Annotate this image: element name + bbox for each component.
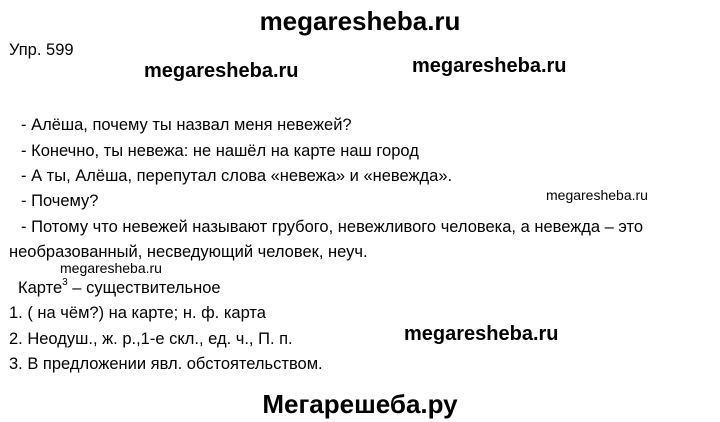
dialogue-line-2: - Конечно, ты невежа: не нашёл на карте наш город: [21, 142, 419, 160]
analysis-word: Карте: [18, 279, 63, 297]
exercise-title: Упр. 599: [9, 41, 74, 59]
dialogue-line-6: необразованный, несведующий человек, неуч.: [9, 243, 368, 261]
analysis-item-1: 1. ( на чём?) на карте; н. ф. карта: [9, 304, 266, 322]
watermark-lower-left: megaresheba.ru: [60, 260, 162, 276]
dialogue-line-1: - Алёша, почему ты назвал меня невежей?: [21, 116, 352, 134]
watermark-upper-left: megaresheba.ru: [144, 60, 299, 82]
analysis-mark: 3: [62, 277, 68, 288]
dialogue-line-3: - А ты, Алёша, перепутал слова «невежа» и «невежда».: [21, 167, 453, 185]
dialogue-line-4: - Почему?: [21, 192, 99, 210]
dialogue-line-5: - Потому что невежей называют грубого, невежливого человека, а невежда – это: [21, 218, 644, 236]
watermark-middle-right: megaresheba.ru: [546, 187, 648, 203]
watermark-top: megaresheba.ru: [259, 6, 461, 36]
watermark-footer: Мегарешеба.ру: [262, 389, 458, 419]
analysis-item-2: 2. Неодуш., ж. р.,1-е скл., ед. ч., П. п.: [9, 330, 293, 348]
analysis-part-of-speech: – существительное: [67, 279, 221, 297]
analysis-item-3: 3. В предложении явл. обстоятельством.: [9, 355, 323, 373]
watermark-upper-right: megaresheba.ru: [412, 55, 567, 77]
watermark-lower-middle: megaresheba.ru: [404, 323, 559, 345]
analysis-heading: [18, 278, 221, 298]
